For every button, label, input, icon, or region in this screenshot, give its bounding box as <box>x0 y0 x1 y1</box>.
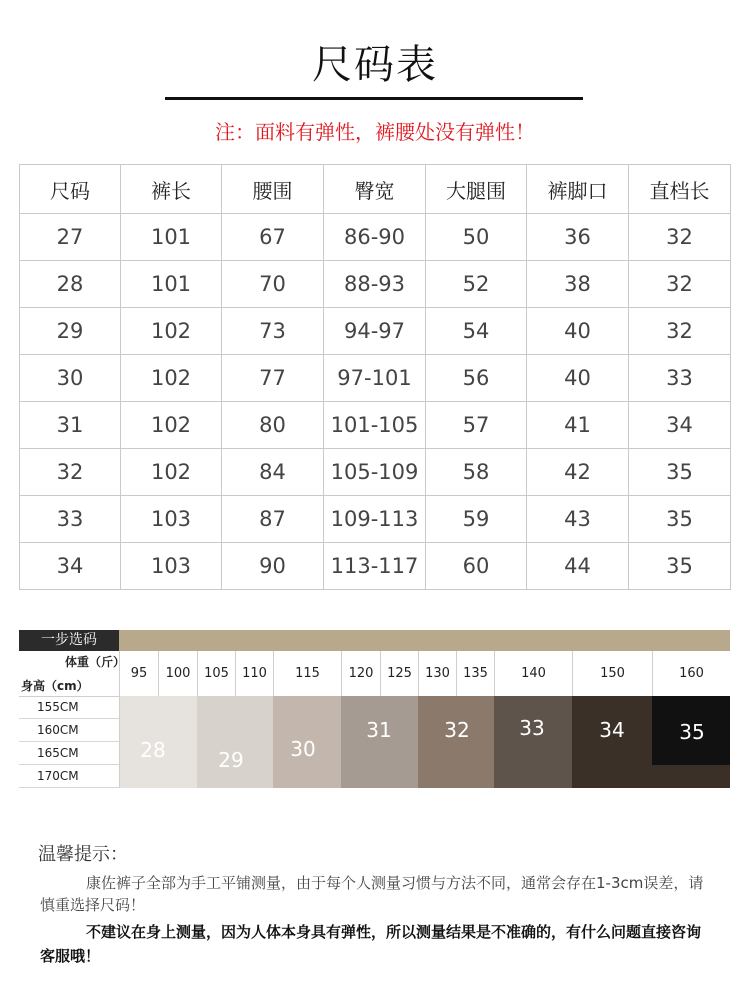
size-label: 29 <box>218 748 244 772</box>
tips-paragraph: 康佐裤子全部为手工平铺测量，由于每个人测量习惯与方法不同，通常会存在1-3cm误差，请慎重选择尺码！ <box>40 874 704 914</box>
table-cell: 33 <box>629 355 731 402</box>
size-label: 28 <box>140 738 166 762</box>
height-column <box>19 696 120 788</box>
header-waist: 腰围 <box>222 165 324 214</box>
title-underline <box>165 97 583 100</box>
table-cell: 60 <box>426 543 527 590</box>
table-cell: 88-93 <box>324 261 426 308</box>
table-cell: 34 <box>20 543 121 590</box>
table-row <box>20 214 731 261</box>
table-cell: 105-109 <box>324 449 426 496</box>
table-cell: 59 <box>426 496 527 543</box>
weight-cell: 130 <box>418 651 456 696</box>
table-row <box>20 308 731 355</box>
size-color-block <box>494 696 572 788</box>
grid-title: 一步选码 <box>19 630 119 651</box>
table-cell: 35 <box>629 543 731 590</box>
weight-cell: 125 <box>380 651 418 696</box>
header-thigh: 大腿围 <box>426 165 527 214</box>
table-cell: 29 <box>20 308 121 355</box>
table-cell: 32 <box>629 261 731 308</box>
table-cell: 101 <box>121 214 222 261</box>
weight-cell: 160 <box>652 651 730 696</box>
table-cell: 56 <box>426 355 527 402</box>
table-cell: 52 <box>426 261 527 308</box>
table-cell: 109-113 <box>324 496 426 543</box>
table-cell: 50 <box>426 214 527 261</box>
table-cell: 41 <box>527 402 629 449</box>
page-title: 尺码表 <box>312 42 438 88</box>
table-cell: 77 <box>222 355 324 402</box>
table-cell: 28 <box>20 261 121 308</box>
table-cell: 58 <box>426 449 527 496</box>
table-cell: 90 <box>222 543 324 590</box>
table-row <box>20 261 731 308</box>
table-cell: 34 <box>629 402 731 449</box>
table-cell: 80 <box>222 402 324 449</box>
table-row <box>20 355 731 402</box>
height-cell: 165CM <box>19 742 119 765</box>
table-cell: 38 <box>527 261 629 308</box>
table-cell: 33 <box>20 496 121 543</box>
weight-axis-label: 体重（斤） <box>65 655 126 669</box>
weight-cell: 95 <box>119 651 158 696</box>
size-color-block <box>197 696 273 788</box>
size-label: 34 <box>599 718 625 742</box>
table-cell: 113-117 <box>324 543 426 590</box>
size-color-block <box>572 696 652 788</box>
table-cell: 70 <box>222 261 324 308</box>
table-cell: 102 <box>121 355 222 402</box>
header-size: 尺码 <box>20 165 121 214</box>
table-cell: 102 <box>121 402 222 449</box>
height-axis-label: 身高（cm） <box>21 679 89 693</box>
fabric-note: 注：面料有弹性，裤腰处没有弹性！ <box>215 120 535 144</box>
table-cell: 103 <box>121 543 222 590</box>
height-cell: 160CM <box>19 719 119 742</box>
table-cell: 43 <box>527 496 629 543</box>
header-hem: 裤脚口 <box>527 165 629 214</box>
table-cell: 32 <box>629 308 731 355</box>
table-cell: 36 <box>527 214 629 261</box>
height-cell: 155CM <box>19 696 119 719</box>
table-cell: 32 <box>629 214 731 261</box>
header-rise: 直档长 <box>629 165 731 214</box>
step-size-grid <box>19 630 730 788</box>
table-cell: 32 <box>20 449 121 496</box>
table-cell: 102 <box>121 449 222 496</box>
size-label: 30 <box>290 737 316 761</box>
table-cell: 97-101 <box>324 355 426 402</box>
tips-title: 温馨提示： <box>38 844 128 865</box>
size-label: 32 <box>444 718 470 742</box>
table-cell: 87 <box>222 496 324 543</box>
table-cell: 94-97 <box>324 308 426 355</box>
size-color-block <box>341 696 418 788</box>
table-cell: 35 <box>629 449 731 496</box>
table-cell: 54 <box>426 308 527 355</box>
table-cell: 30 <box>20 355 121 402</box>
table-cell: 67 <box>222 214 324 261</box>
size-label: 33 <box>519 716 545 740</box>
table-cell: 40 <box>527 308 629 355</box>
grid-title-bar <box>19 630 730 651</box>
weight-cell: 105 <box>197 651 235 696</box>
size-color-block <box>418 696 494 788</box>
tips-warning: 不建议在身上测量，因为人体本身具有弹性，所以测量结果是不准确的，有什么问题直接咨询客服哦！ <box>40 923 702 965</box>
table-cell: 42 <box>527 449 629 496</box>
table-cell: 86-90 <box>324 214 426 261</box>
header-hip: 臀宽 <box>324 165 426 214</box>
table-cell: 27 <box>20 214 121 261</box>
table-row <box>20 402 731 449</box>
table-cell: 101 <box>121 261 222 308</box>
table-cell: 84 <box>222 449 324 496</box>
table-cell: 101-105 <box>324 402 426 449</box>
table-cell: 44 <box>527 543 629 590</box>
weight-cell: 115 <box>273 651 341 696</box>
header-length: 裤长 <box>121 165 222 214</box>
table-cell: 31 <box>20 402 121 449</box>
table-cell: 102 <box>121 308 222 355</box>
size-label: 35 <box>679 720 705 744</box>
table-row <box>20 496 731 543</box>
table-row <box>20 449 731 496</box>
height-cell: 170CM <box>19 765 119 788</box>
table-cell: 40 <box>527 355 629 402</box>
table-cell: 103 <box>121 496 222 543</box>
size-color-block <box>652 765 730 788</box>
table-cell: 73 <box>222 308 324 355</box>
size-table-header-row <box>20 165 731 214</box>
weight-cell: 135 <box>456 651 494 696</box>
weight-cell: 150 <box>572 651 652 696</box>
table-row <box>20 543 731 590</box>
size-label: 31 <box>366 718 392 742</box>
weight-cell: 100 <box>158 651 197 696</box>
table-cell: 35 <box>629 496 731 543</box>
weight-cell: 120 <box>341 651 380 696</box>
weight-cell: 140 <box>494 651 572 696</box>
table-cell: 57 <box>426 402 527 449</box>
size-table <box>19 164 731 590</box>
weight-cell: 110 <box>235 651 273 696</box>
